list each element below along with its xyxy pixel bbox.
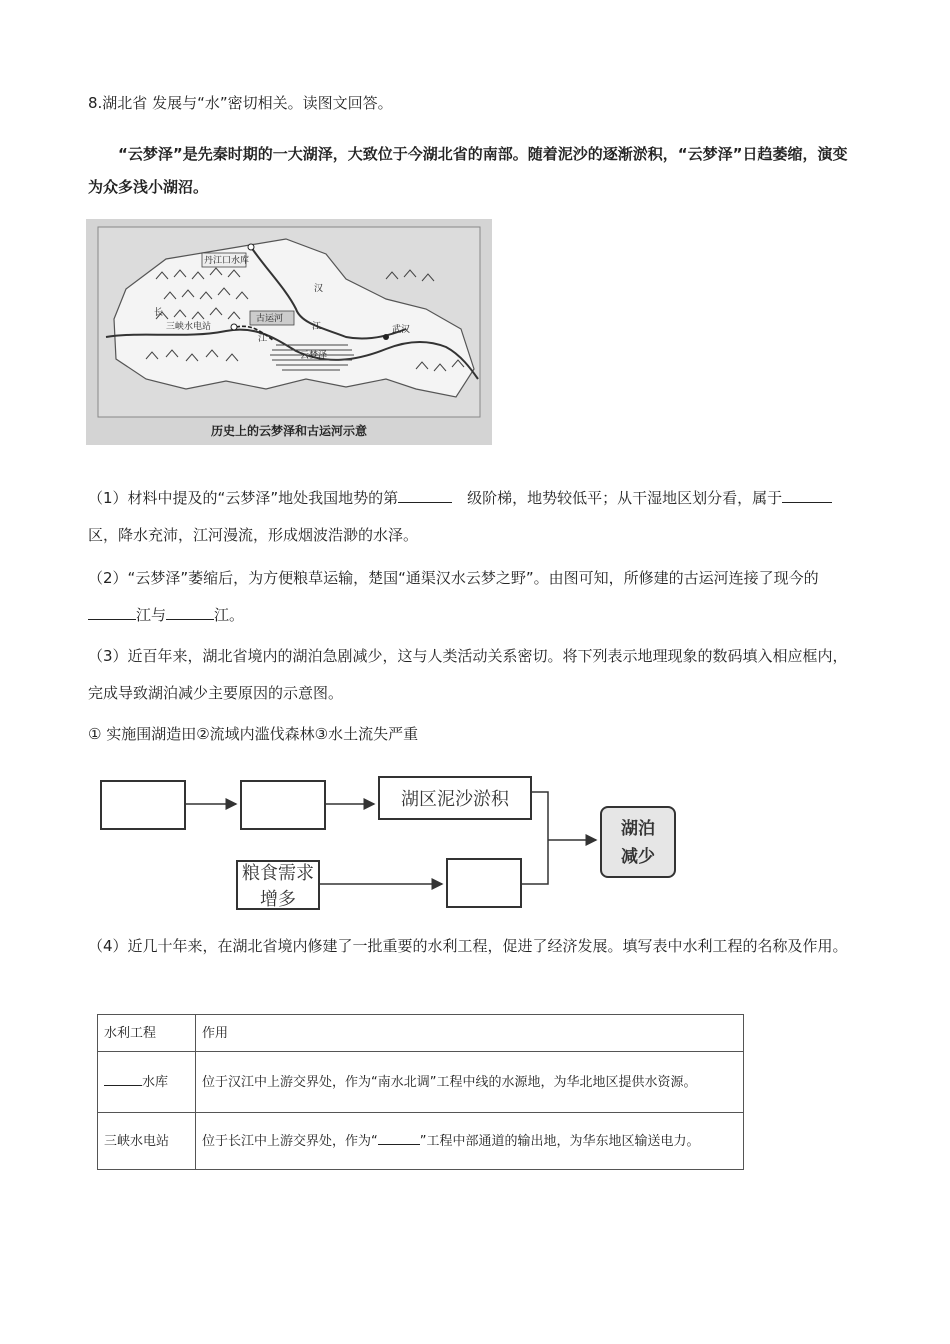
blank-project-name[interactable]	[378, 1131, 420, 1145]
box-lake-sediment	[378, 776, 532, 820]
lake-decrease-box	[600, 806, 676, 878]
label-sanxia: 三峡水电站	[166, 322, 212, 332]
label-yunmengze: 云梦泽	[300, 351, 328, 361]
blank-ladder[interactable]	[398, 487, 452, 503]
label-han: 汉	[314, 284, 324, 294]
label-canal: 古运河	[256, 314, 284, 324]
label-han-jiang: 江	[312, 322, 322, 332]
part-1-text-c: 区，降水充沛，江河漫流，形成烟波浩渺的水泽。	[88, 526, 419, 544]
blank-river-2[interactable]	[166, 604, 214, 620]
part-2-text-a: （2）“云梦泽”萎缩后，为方便粮草运输，楚国“通渠汉水云梦之野”。由图可知，所修建的古运河连接了现今的	[88, 569, 819, 587]
label-wuhan: 武汉	[392, 325, 411, 335]
part-3: （3）近百年来，湖北省境内的湖泊急剧减少，这与人类活动关系密切。将下列表示地理现象的数码填入相应框内，完成导致湖泊减少主要原因的示意图。	[88, 647, 848, 702]
part-1	[88, 480, 856, 554]
lake-decrease-line2: 减少	[621, 847, 655, 867]
part-4: （4）近几十年来，在湖北省境内修建了一批重要的水利工程，促进了经济发展。填写表中水利工程的名称及作用。	[88, 937, 848, 955]
label-danjiangkou: 丹江口水库	[204, 256, 250, 266]
blank-box-3[interactable]	[446, 858, 522, 908]
historical-map	[86, 219, 492, 445]
part-1-text-b: 级阶梯，地势较低平；从干湿地区划分看，属于	[467, 489, 783, 507]
box-grain-demand-label: 粮食需求增多	[242, 863, 314, 910]
label-chang: 长	[154, 308, 164, 318]
reservoir-suffix: 水库	[142, 1074, 169, 1090]
table-row	[98, 1113, 744, 1170]
map-graphic	[86, 219, 492, 445]
sanxia-effect-b: ”工程中部通道的输出地，为华东地区输送电力。	[419, 1133, 700, 1149]
part-1-text-a: （1）材料中提及的“云梦泽”地处我国地势的第	[88, 489, 399, 507]
question-title: 8.湖北省 发展与“水”密切相关。读图文回答。	[88, 94, 393, 112]
map-caption: 历史上的云梦泽和古运河示意	[210, 424, 368, 438]
lake-decrease-line1: 湖泊	[621, 819, 655, 839]
part-2-text-c: 江。	[214, 606, 245, 624]
table-cell-reservoir	[98, 1052, 196, 1113]
table-header-project: 水利工程	[98, 1015, 196, 1052]
project-table	[97, 1014, 744, 1170]
part-2	[88, 560, 856, 634]
flowchart	[96, 764, 706, 914]
question-intro: “云梦泽”是先秦时期的一大湖泽，大致位于今湖北省的南部。随着泥沙的逐渐淤积，“云梦泽”日趋萎缩，演变为众多浅小湖沼。	[88, 145, 848, 196]
box-grain-demand	[236, 860, 320, 910]
sanxia-effect-a: 位于长江中上游交界处，作为“	[202, 1133, 378, 1149]
blank-box-1[interactable]	[100, 780, 186, 830]
box-lake-sediment-label: 湖区泥沙淤积	[401, 789, 509, 810]
blank-box-2[interactable]	[240, 780, 326, 830]
table-cell-sanxia-effect	[196, 1113, 744, 1170]
table-cell-sanxia: 三峡水电站	[98, 1113, 196, 1170]
blank-humidity-zone[interactable]	[782, 487, 832, 503]
part-2-text-b: 江与	[136, 606, 167, 624]
table-row	[98, 1052, 744, 1113]
table-cell-reservoir-effect: 位于汉江中上游交界处，作为“南水北调”工程中线的水源地，为华北地区提供水资源。	[196, 1052, 744, 1113]
blank-river-1[interactable]	[88, 604, 136, 620]
table-header-row	[98, 1015, 744, 1052]
label-chang-jiang: 江	[258, 334, 268, 344]
part-3-options: ① 实施围湖造田②流域内滥伐森林③水土流失严重	[88, 725, 419, 743]
table-header-effect: 作用	[196, 1015, 744, 1052]
blank-reservoir-name[interactable]	[104, 1072, 142, 1086]
